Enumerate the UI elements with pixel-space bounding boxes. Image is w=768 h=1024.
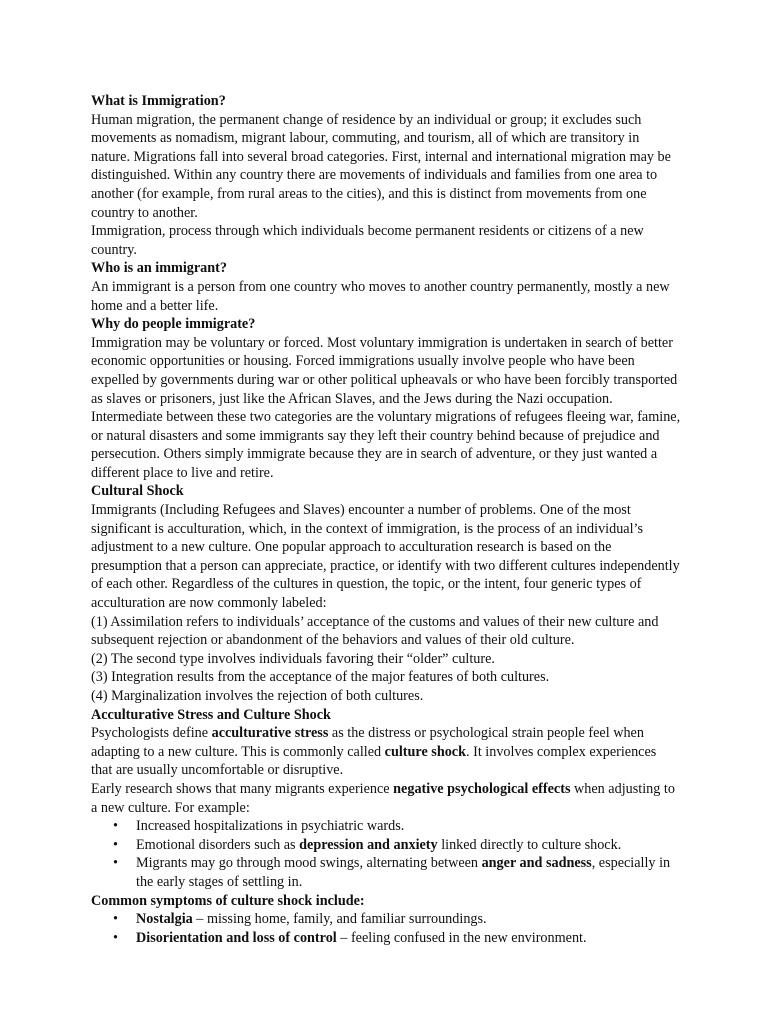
heading-symptoms: Common symptoms of culture shock include: xyxy=(91,892,365,909)
bold-term: Nostalgia xyxy=(136,911,193,928)
paragraph: Immigration may be voluntary or forced. Most voluntary immigration is undertaken in search of better economic opportunities or housing. Forced immigrations usually involve people who have been expelled by governments during war or other political upheavals or who have been forcibly transported as slaves or prisoners, just like the African Slaves, and the Jews during the Nazi occupation. Intermediate between these two categories are the voluntary migrations of refugees fleeing war, famine, or natural disasters and some immigrants say they left their country behind because of prejudice and persecution. Others simply immigrate because they are in search of adventure, or they just wanted a different place to live and retire. xyxy=(91,334,681,481)
acculturation-type-2: (2) The second type involves individuals favoring their “older” culture. xyxy=(91,650,495,667)
text-run: when adjusting to a new culture. For example: xyxy=(91,780,675,816)
section-who-is-immigrant xyxy=(91,259,681,315)
section-cultural-shock xyxy=(91,482,681,705)
heading-why-immigrate: Why do people immigrate? xyxy=(91,316,256,333)
bullet-icon: • xyxy=(113,911,118,928)
bold-term: depression and anxiety xyxy=(299,836,438,853)
bold-term: negative psychological effects xyxy=(393,780,571,797)
bullet-icon: • xyxy=(113,855,118,872)
text-run: linked directly to culture shock. xyxy=(437,836,622,853)
paragraph: Human migration, the permanent change of residence by an individual or group; it excludes such movements as nomadism, migrant labour, commuting, and tourism, all of which are transitory in nature. Migrations fall into several broad categories. First, internal and international migration may be distinguished. Within any country there are movements of individuals and families from one area to another (for example, from rural areas to the cities), and this is distinct from movements from one country to another. xyxy=(91,111,671,221)
text-run: Emotional disorders such as xyxy=(136,836,300,853)
text-run: Psychologists define xyxy=(91,725,212,742)
heading-who-is-immigrant: Who is an immigrant? xyxy=(91,260,227,277)
text-run: Early research shows that many migrants experience xyxy=(91,780,394,797)
acculturation-type-1: (1) Assimilation refers to individuals’ acceptance of the customs and values of their new culture and subsequent rejection or abandonment of the behaviors and values of their old culture. xyxy=(91,613,659,649)
bold-term: acculturative stress xyxy=(211,725,329,742)
heading-acculturative-stress: Acculturative Stress and Culture Shock xyxy=(91,706,331,723)
list-item xyxy=(91,854,681,891)
bullet-icon: • xyxy=(113,818,118,835)
list-item xyxy=(91,929,681,948)
text-run: Increased hospitalizations in psychiatric wards. xyxy=(136,818,405,835)
paragraph xyxy=(91,780,681,817)
text-run: as the distress or psychological strain people feel when adapting to a new culture. This is commonly called xyxy=(91,725,644,760)
list-item xyxy=(91,836,681,855)
paragraph: Immigration, process through which individuals become permanent residents or citizens of a new country. xyxy=(91,223,644,258)
acculturation-type-4: (4) Marginalization involves the rejection of both cultures. xyxy=(91,688,424,704)
bold-term: anger and sadness xyxy=(481,855,592,872)
text-run: Migrants may go through mood swings, alternating between xyxy=(136,855,482,872)
paragraph xyxy=(91,724,681,780)
text-run: , especially in the early stages of settling in. xyxy=(136,855,671,890)
bullet-icon: • xyxy=(113,836,118,853)
section-acculturative-stress xyxy=(91,706,681,892)
heading-cultural-shock: Cultural Shock xyxy=(91,483,184,500)
section-symptoms xyxy=(91,892,681,948)
effects-list xyxy=(91,817,681,891)
list-item xyxy=(91,910,681,929)
paragraph: An immigrant is a person from one country who moves to another country permanently, mostly a new home and a better life. xyxy=(91,278,670,314)
list-item xyxy=(91,817,681,836)
bold-term: culture shock xyxy=(384,743,466,760)
text-run: . It involves complex experiences that are usually uncomfortable or disruptive. xyxy=(91,743,657,779)
document-page xyxy=(91,92,681,947)
text-run: – missing home, family, and familiar surroundings. xyxy=(192,911,487,928)
bold-term: Disorientation and loss of control xyxy=(136,929,337,946)
heading-what-is-immigration: What is Immigration? xyxy=(91,93,226,109)
bullet-icon: • xyxy=(113,929,118,946)
symptoms-list xyxy=(91,910,681,947)
section-what-is-immigration xyxy=(91,92,681,259)
paragraph: Immigrants (Including Refugees and Slaves) encounter a number of problems. One of the most significant is acculturation, which, in the context of immigration, is the process of an individual’s adjustment to a new culture. One popular approach to acculturation research is based on the presumption that a person can appreciate, practice, or identify with two different cultures independently of each other. Regardless of the cultures in question, the topic, or the intent, four generic types of acculturation are now commonly labeled: xyxy=(91,502,680,612)
text-run: – feeling confused in the new environment. xyxy=(336,929,587,946)
acculturation-type-3: (3) Integration results from the acceptance of the major features of both cultures. xyxy=(91,669,550,686)
section-why-immigrate xyxy=(91,315,681,482)
